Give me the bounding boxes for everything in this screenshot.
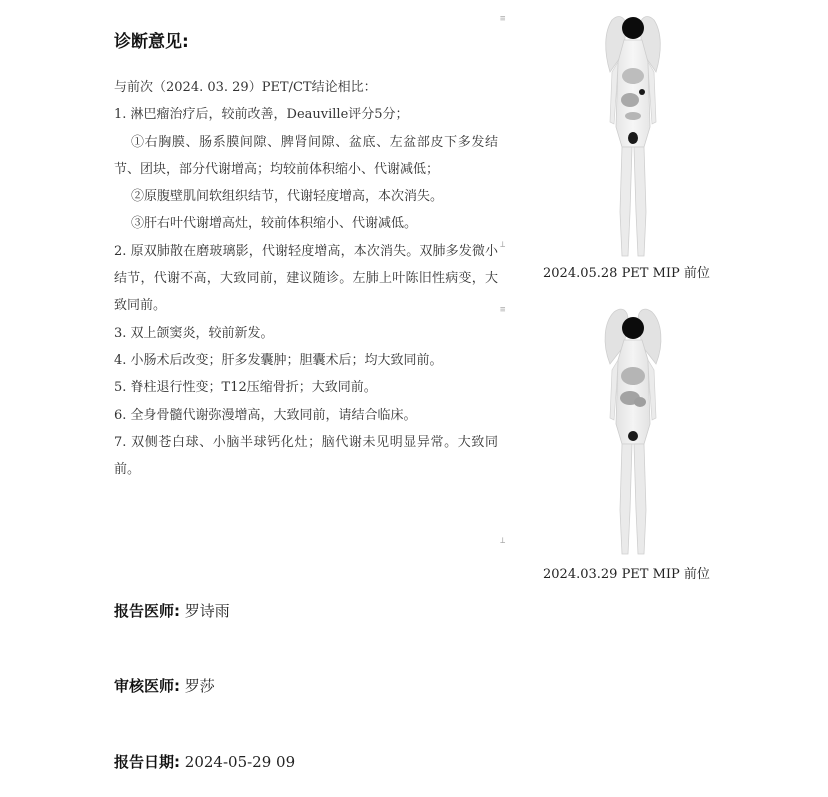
diagnosis-title: 诊断意见: bbox=[114, 32, 189, 52]
finding-5: 5. 脊柱退行性变；T12压缩骨折；大致同前。 bbox=[114, 380, 377, 396]
finding-4: 4. 小肠术后改变；肝多发囊肿；胆囊术后；均大致同前。 bbox=[114, 352, 443, 368]
diagnosis-text bbox=[114, 74, 498, 483]
pet-mip-image-prior bbox=[590, 306, 676, 558]
image-caption-prior: 2024.03.29 PET MIP 前位 bbox=[543, 567, 710, 582]
reporter-label: 报告医师: bbox=[114, 602, 180, 620]
report-date bbox=[114, 751, 295, 772]
reviewer-label: 审核医师: bbox=[114, 677, 180, 695]
finding-1: 1. 淋巴瘤治疗后，较前改善，Deauville评分5分； bbox=[114, 107, 409, 123]
finding-1-sub-1: ①右胸膜、肠系膜间隙、脾肾间隙、盆底、左盆部皮下多发结节、团块，部分代谢增高；均较前体积缩小、代谢减低； bbox=[114, 134, 498, 177]
finding-3: 3. 双上颌窦炎，较前新发。 bbox=[114, 325, 274, 341]
pet-mip-image-recent bbox=[590, 12, 676, 260]
reviewer-name: 罗莎 bbox=[184, 677, 215, 695]
image-caption-recent: 2024.05.28 PET MIP 前位 bbox=[543, 266, 710, 281]
reviewer-signature bbox=[114, 675, 215, 696]
finding-6: 6. 全身骨髓代谢弥漫增高，大致同前，请结合临床。 bbox=[114, 407, 417, 423]
reporter-name: 罗诗雨 bbox=[184, 602, 230, 620]
finding-2: 2. 原双肺散在磨玻璃影，代谢轻度增高，本次消失。双肺多发微小结节，代谢不高，大致同前，建议随诊。左肺上叶陈旧性病变，大致同前。 bbox=[114, 243, 498, 314]
date-value: 2024-05-29 09 bbox=[184, 753, 296, 771]
reporter-signature bbox=[114, 600, 230, 621]
finding-1-sub-3: ③肝右叶代谢增高灶，较前体积缩小、代谢减低。 bbox=[131, 216, 418, 232]
finding-1-sub-2: ②原腹壁肌间软组织结节，代谢轻度增高，本次消失。 bbox=[131, 189, 444, 205]
comparison-line: 与前次（2024. 03. 29）PET/CT结论相比： bbox=[114, 80, 377, 95]
finding-7: 7. 双侧苍白球、小脑半球钙化灶；脑代谢未见明显异常。大致同前。 bbox=[114, 434, 498, 478]
date-label: 报告日期: bbox=[114, 753, 180, 771]
